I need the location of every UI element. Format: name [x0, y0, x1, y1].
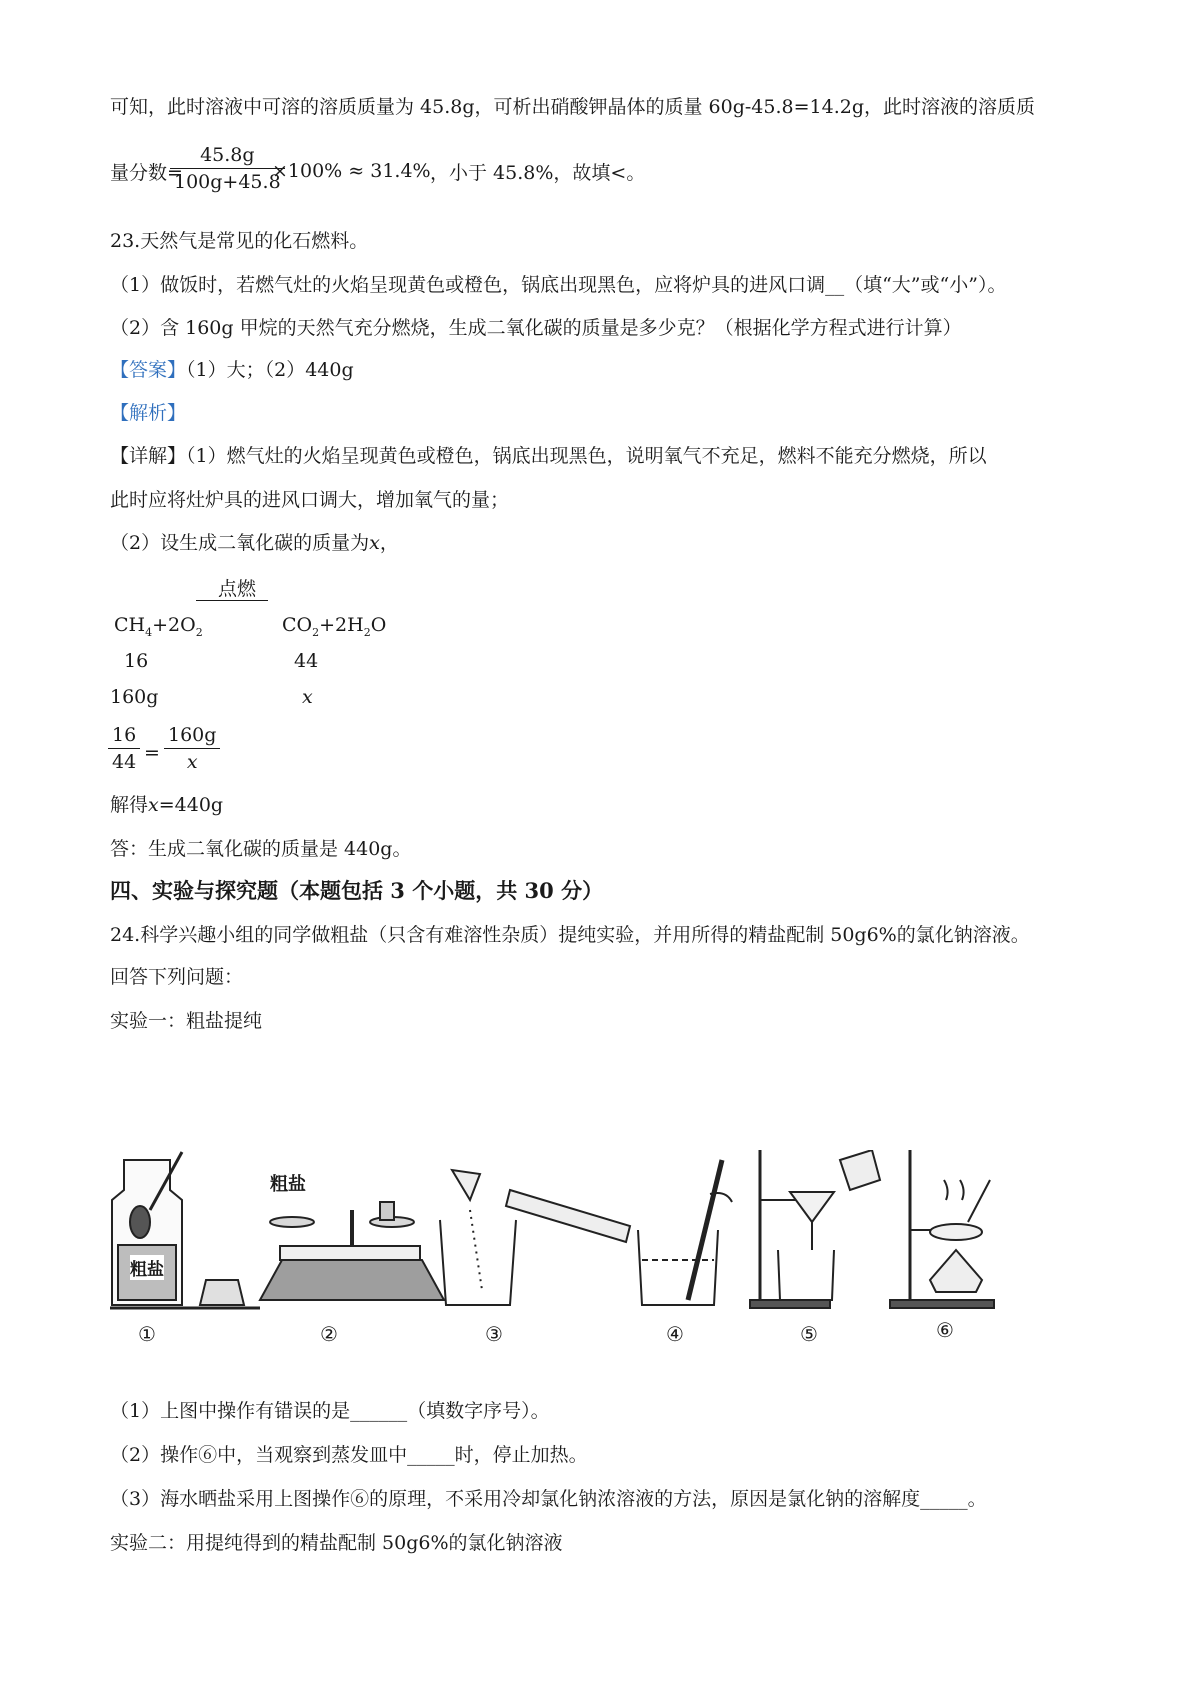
figure-label-4: ④: [666, 1322, 684, 1346]
formula-ch4: CH: [114, 614, 146, 636]
experiment-figure: [110, 1150, 1105, 1360]
fraction-denominator: 100g+45.8: [174, 171, 281, 193]
molar-mass-co2: 44: [294, 650, 319, 672]
solution-line: [110, 792, 223, 818]
answer-text: （1）大；（2）440g: [186, 359, 354, 381]
text-line: 量分数=: [110, 162, 183, 184]
solution-text: 解得: [110, 794, 149, 816]
figure-label-1: ①: [138, 1322, 156, 1346]
reaction-condition: 点燃: [218, 578, 257, 600]
question-part: （2）含 160g 甲烷的天然气充分燃烧，生成二氧化碳的质量是多少克？（根据化学方程式进行计算）: [110, 317, 962, 339]
figure-label-2: ②: [320, 1322, 338, 1346]
detail-text: ，: [379, 532, 399, 554]
question-part: （1）做饭时，若燃气灶的火焰呈现黄色或橙色，锅底出现黑色，应将炉具的进风口调__（填“大”或“小”）。: [110, 274, 1007, 296]
products: [282, 614, 386, 639]
fraction-numerator: 16: [108, 724, 140, 749]
fraction-numerator: 45.8g: [170, 144, 285, 169]
question-subtitle: 回答下列问题：: [110, 966, 244, 988]
subscript: 4: [145, 626, 153, 639]
formula-o: O: [370, 614, 387, 636]
figure-label-5: ⑤: [800, 1322, 818, 1346]
ratio-fraction: [164, 724, 220, 773]
variable-x: x: [369, 532, 380, 554]
fraction-denominator: 44: [112, 751, 137, 773]
jar-label: 粗盐: [130, 1255, 164, 1280]
figure-label-3: ③: [485, 1322, 503, 1346]
reactants: [114, 614, 203, 639]
detail-line: 此时应将灶炉具的进风口调大，增加氧气的量；: [110, 489, 510, 511]
formula-co2: CO: [282, 614, 313, 636]
fraction: [170, 144, 285, 193]
molar-mass-ch4: 16: [124, 650, 149, 672]
answer-tag: 【答案】: [110, 359, 187, 381]
lab-apparatus-illustration: [110, 1150, 1105, 1360]
given-mass: 160g: [110, 686, 159, 708]
formula-o2: +2O: [152, 614, 196, 636]
question-part: （3）海水晒盐采用上图操作⑥的原理，不采用冷却氯化钠浓溶液的方法，原因是氯化钠的溶解度_____。: [110, 1488, 987, 1510]
detail-text: （2）设生成二氧化碳的质量为: [110, 532, 370, 554]
question-part: （2）操作⑥中，当观察到蒸发皿中_____时，停止加热。: [110, 1444, 588, 1466]
ratio-fraction: [108, 724, 140, 773]
equals-sign: =: [144, 742, 160, 764]
question-title: 24.科学兴趣小组的同学做粗盐（只含有难溶性杂质）提纯实验，并用所得的精盐配制 50g6%的氯化钠溶液。: [110, 924, 1030, 946]
conclusion-line: 答：生成二氧化碳的质量是 440g。: [110, 838, 412, 860]
text-line: 可知，此时溶液中可溶的溶质质量为 45.8g，可析出硝酸钾晶体的质量 60g-45.8=14.2g，此时溶液的溶质质: [110, 96, 1035, 118]
solution-text: =440g: [158, 794, 224, 816]
salt-label: 粗盐: [270, 1174, 306, 1195]
subscript: 2: [195, 626, 203, 639]
reaction-arrow: [196, 600, 268, 605]
experiment-title: 实验二：用提纯得到的精盐配制 50g6%的氯化钠溶液: [110, 1532, 563, 1554]
answer-line: [110, 357, 354, 383]
question-part: （1）上图中操作有错误的是______（填数字序号）。: [110, 1400, 550, 1422]
section-heading: 四、实验与探究题（本题包括 3 个小题，共 30 分）: [110, 878, 604, 903]
math-expression: ×100% ≈ 31.4%: [272, 160, 431, 182]
analysis-label: 【解析】: [110, 402, 187, 424]
fraction-numerator: 160g: [164, 724, 220, 749]
detail-line: 【详解】（1）燃气灶的火焰呈现黄色或橙色，锅底出现黑色，说明氧气不充足，燃料不能充分燃烧，所以: [110, 445, 987, 467]
experiment-title: 实验一：粗盐提纯: [110, 1010, 263, 1032]
question-title: 23.天然气是常见的化石燃料。: [110, 230, 369, 252]
fraction-denominator: x: [186, 751, 198, 773]
variable-x: x: [148, 794, 159, 816]
subscript: 2: [312, 626, 320, 639]
figure-label-6: ⑥: [936, 1318, 954, 1342]
analysis-tag: [110, 400, 186, 426]
formula-h2o: +2H: [319, 614, 364, 636]
unknown-mass: x: [302, 686, 313, 708]
subscript: 2: [363, 626, 371, 639]
detail-line: [110, 530, 399, 556]
text-line: ，小于 45.8%，故填<。: [430, 162, 646, 184]
